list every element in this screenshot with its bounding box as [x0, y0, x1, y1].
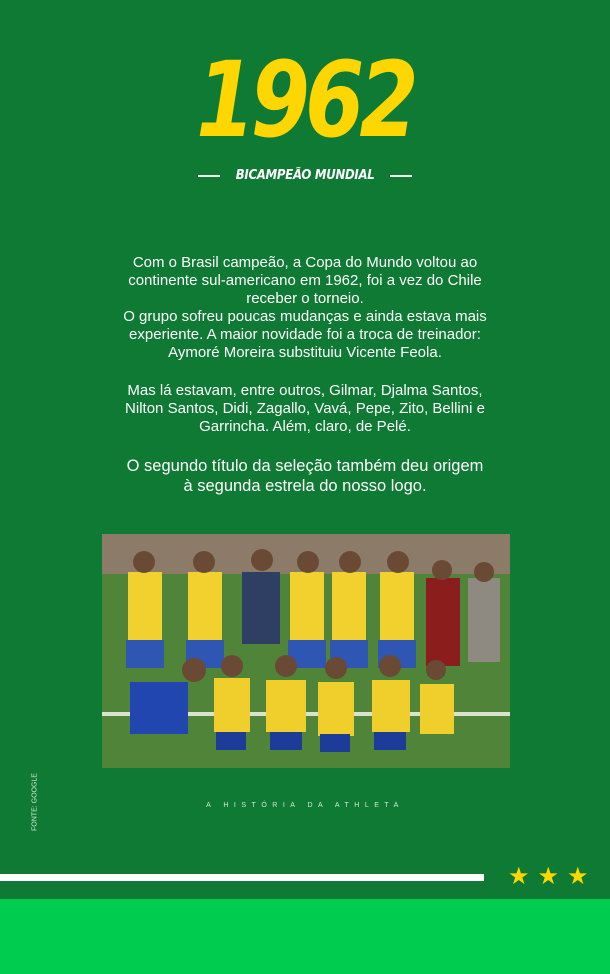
paragraph-line: O grupo sofreu poucas mudanças e ainda estava mais	[123, 308, 487, 325]
star-icon: ★	[537, 862, 560, 890]
star-icon: ★	[508, 862, 530, 890]
subtitle-right-rule	[390, 175, 412, 177]
paragraph-star	[90, 456, 520, 496]
year-title: 1962	[196, 39, 414, 161]
paragraph-line: Mas lá estavam, entre outros, Gilmar, Djalma Santos,	[127, 382, 483, 399]
paragraph-line: Nilton Santos, Didi, Zagallo, Vavá, Pepe, Zito, Bellini e	[125, 400, 485, 417]
paragraph-line: Garrincha. Além, claro, de Pelé.	[199, 418, 411, 435]
paragraph-line: Aymoré Moreira substituiu Vicente Feola.	[168, 344, 442, 361]
paragraph-players	[90, 382, 520, 436]
subtitle-row	[0, 168, 610, 183]
green-band	[0, 899, 610, 974]
paragraph-line: O segundo título da seleção também deu origem	[126, 457, 484, 475]
paragraph-line: continente sul-americano em 1962, foi a vez do Chile	[128, 272, 482, 289]
star-icon: ★	[567, 862, 589, 890]
stars	[508, 862, 589, 890]
subtitle: BICAMPEÃO MUNDIAL	[235, 168, 375, 183]
paragraph-intro	[90, 254, 520, 362]
brand-line: A HISTÓRIA DA ATHLETA	[206, 802, 404, 809]
team-photo-illustration	[102, 534, 510, 768]
team-photo	[102, 534, 510, 768]
paragraph-line: receber o torneio.	[246, 290, 364, 307]
paragraph-line: experiente. A maior novidade foi a troca de treinador:	[129, 326, 481, 343]
source-caption: FONTE: GOOGLE	[31, 773, 39, 831]
white-stripe	[0, 874, 484, 881]
subtitle-left-rule	[198, 175, 220, 177]
paragraph-line: à segunda estrela do nosso logo.	[183, 477, 427, 495]
paragraph-line: Com o Brasil campeão, a Copa do Mundo voltou ao	[132, 254, 478, 271]
